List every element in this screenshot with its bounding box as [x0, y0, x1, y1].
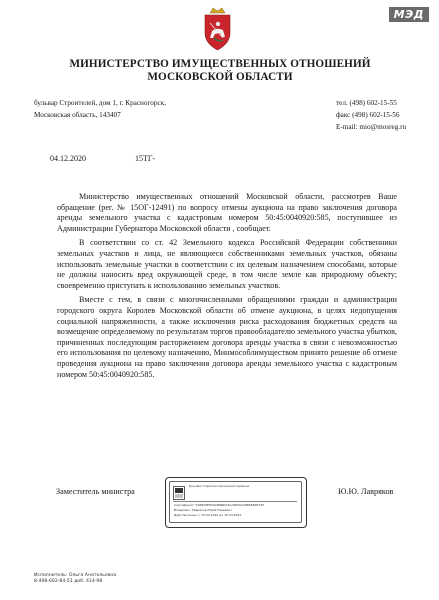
executor-footer: [34, 573, 116, 585]
letter-body: [57, 192, 397, 384]
esig-header: Документ подписан электронной подписью: [189, 485, 250, 488]
address-line1: бульвар Строителей, дом 1, г. Красногорск,: [34, 99, 166, 107]
med-stamp: МЭД: [389, 7, 429, 22]
esig-certificate: Сертификат: 5488C8E8C6CB6BD23CA9E00A36B65E98745: [174, 503, 265, 507]
ministry-title-line2: МОСКОВСКОЙ ОБЛАСТИ: [147, 71, 293, 83]
phone-number: тел. (498) 602-15-55: [336, 99, 397, 107]
email-address: E-mail: mio@mosreg.ru: [336, 123, 407, 131]
address-line2: Московская область, 143407: [34, 111, 121, 119]
electronic-signature-stamp: [165, 477, 307, 528]
postal-address: [34, 97, 166, 121]
esig-owner: Владелец: Лавряков Юрий Юрьевич: [174, 508, 232, 512]
paragraph-2: В соответствии со ст. 42 Земельного кодекса Российской Федерации собственники земельных участков и лица, не являющиеся собственниками земельных участков, обязаны использовать земельные участки в соответствии с их целевым назначением способами, которые не должны наносить вред окружающей среде, в том числе земле как природному объекту; своевременно приступать к использованию земельных участков.: [57, 238, 397, 290]
contact-info: [336, 97, 406, 133]
esig-divider: [173, 501, 297, 502]
ministry-title-line1: МИНИСТЕРСТВО ИМУЩЕСТВЕННЫХ ОТНОШЕНИЙ: [69, 58, 371, 70]
document-date: 04.12.2020: [50, 154, 86, 163]
esig-frame: [169, 481, 302, 523]
signer-name: Ю.Ю. Лавряков: [338, 487, 394, 496]
certificate-icon: [173, 486, 185, 500]
executor-name: Исполнитель: Ольга Анатольевна: [34, 573, 117, 578]
coat-of-arms-icon: [201, 7, 234, 51]
document-number: 15ТГ-: [135, 154, 156, 163]
esig-validity: Действителен: с 10.02.2020 до 10.03.2021: [174, 513, 242, 517]
ministry-title: [40, 58, 400, 84]
signer-position: Заместитель министра: [56, 487, 135, 496]
paragraph-3: Вместе с тем, в связи с многочисленными обращениями граждан и администрации городского округа Королев Московской области об отмене аукциона, в целях недопущения социальной напряженности, а также исключения риска расходования бюджетных средств на возмещение определяемому по результатам торгов правообладателю земельного участка убытков, причиненных последующим расторжением договора аренды участка в связи с невозможностью его использования по целевому назначению, Минмособлимуществом принято решение об отмене проведения аукциона на право заключения договора аренды земельного участка с кадастровым номером 50:45:0040920:585.: [57, 295, 397, 379]
executor-phone: 8-498-602-84-51 доб. 414-98: [34, 579, 103, 584]
paragraph-1: Министерство имущественных отношений Московской области, рассмотрев Ваше обращение (рег. № 15ОГ-12491) по вопросу отмены аукциона на право заключения договора аренды земельного участка с кадастровым номером 50:45:0040920:585, поступившее из Администрации Губернатора Московской области , сообщает.: [57, 192, 397, 233]
fax-number: факс (498) 602-15-56: [336, 111, 400, 119]
